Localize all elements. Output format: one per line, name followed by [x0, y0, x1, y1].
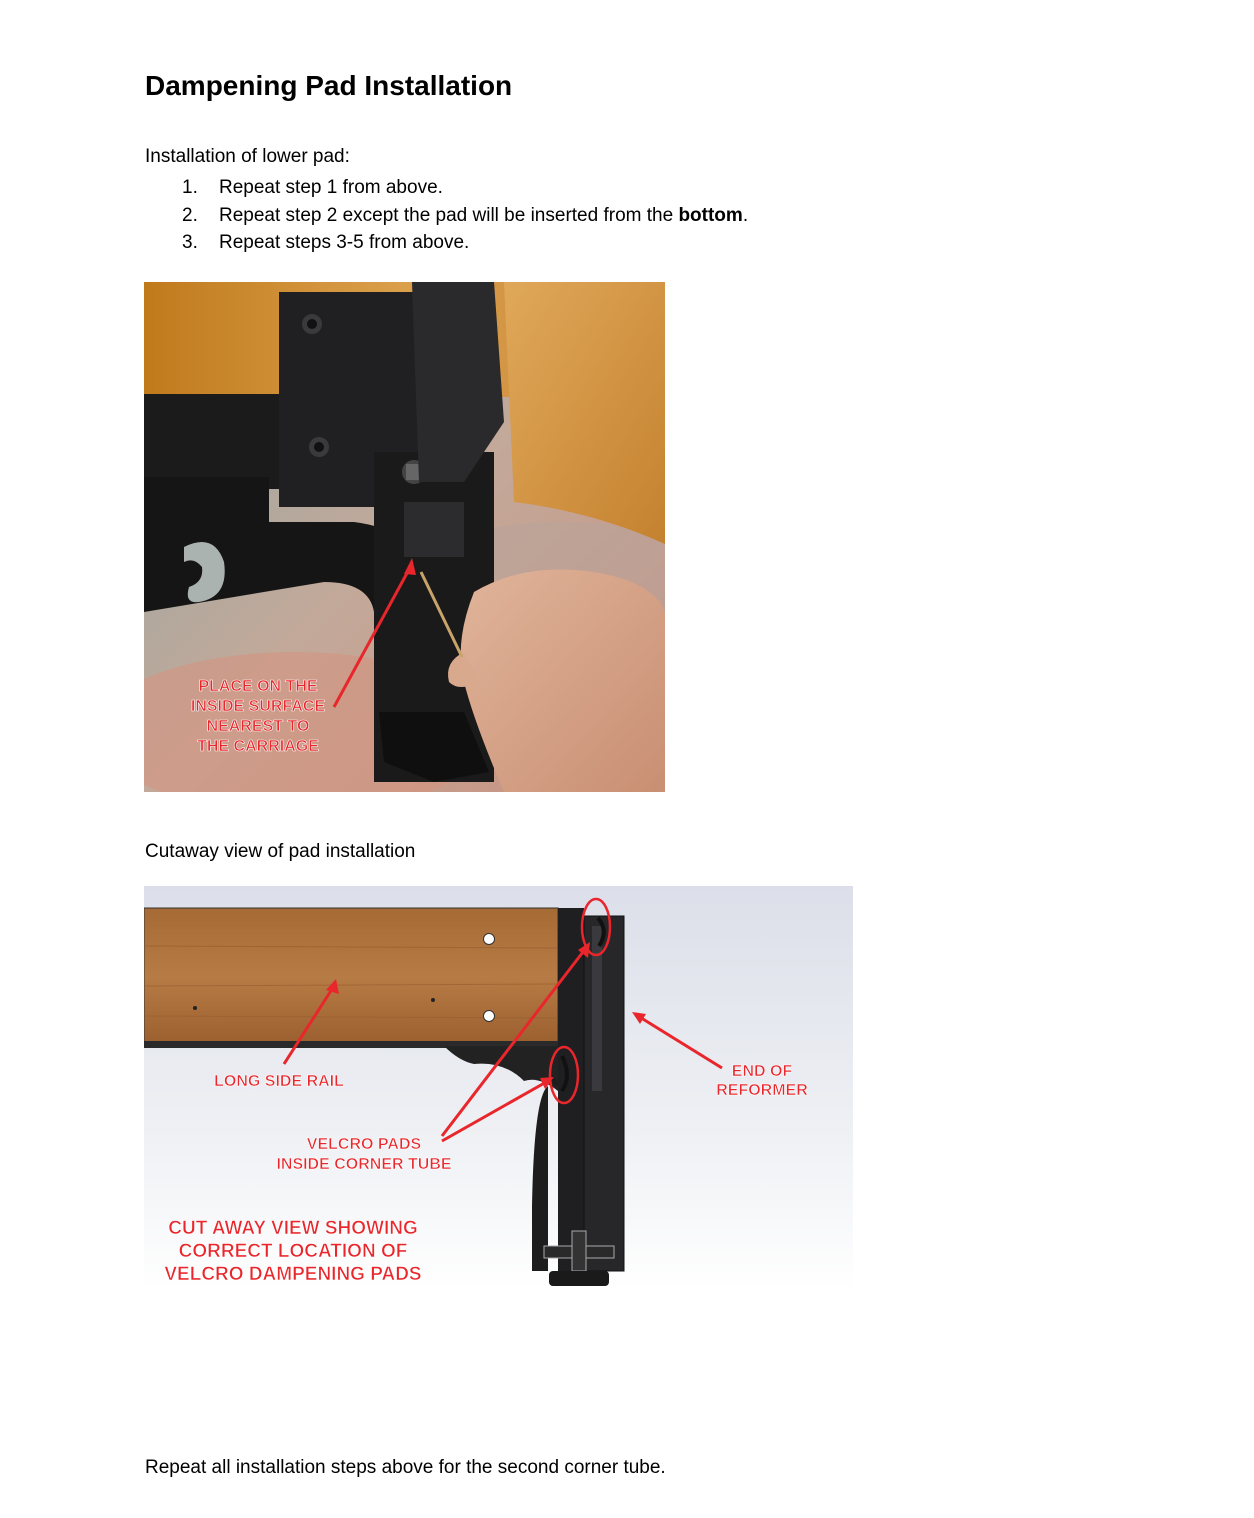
callout-line: NEAREST TO	[206, 718, 310, 735]
label-cut-away-view: VELCRO DAMPENING PADS	[164, 1264, 422, 1285]
callout-line: INSIDE SURFACE	[190, 698, 326, 715]
intro-text: Installation of lower pad:	[145, 146, 350, 167]
label-velcro-pads: VELCRO PADS	[306, 1136, 422, 1153]
installation-photo-illustration	[144, 282, 665, 792]
corner-tube-section	[558, 908, 584, 1278]
cutaway-diagram	[144, 886, 853, 1290]
callout-line: PLACE ON THE	[198, 678, 318, 695]
callout-line: THE CARRIAGE	[197, 738, 319, 755]
footer-text: Repeat all installation steps above for the second corner tube.	[145, 1457, 666, 1478]
page-title: Dampening Pad Installation	[145, 70, 513, 101]
cutaway-caption: Cutaway view of pad installation	[145, 841, 416, 862]
label-cut-away-view: CUT AWAY VIEW SHOWING	[168, 1218, 418, 1239]
step-bold-text: bottom	[678, 204, 743, 226]
step-item	[182, 229, 748, 257]
label-velcro-pads: INSIDE CORNER TUBE	[276, 1156, 452, 1173]
step-number: 3.	[182, 232, 198, 253]
label-long-side-rail: LONG SIDE RAIL	[214, 1073, 344, 1090]
step-text: Repeat step 2 except the pad will be inserted from the	[219, 204, 679, 226]
step-text-after: .	[742, 204, 749, 226]
step-number: 1.	[182, 177, 198, 198]
steps-list	[182, 174, 748, 257]
installation-photo	[144, 282, 665, 792]
label-cut-away-view: CORRECT LOCATION OF	[178, 1241, 408, 1262]
hand	[461, 570, 665, 793]
step-text: Repeat steps 3-5 from above.	[219, 232, 470, 253]
step-item	[182, 202, 748, 230]
long-side-rail	[144, 908, 558, 1046]
step-text: Repeat step 1 from above.	[219, 177, 443, 198]
label-end-of-reformer: REFORMER	[716, 1082, 808, 1099]
step-number: 2.	[182, 204, 198, 226]
cutaway-diagram-illustration	[144, 886, 853, 1290]
label-end-of-reformer: END OF	[731, 1063, 793, 1080]
step-item	[182, 174, 748, 202]
